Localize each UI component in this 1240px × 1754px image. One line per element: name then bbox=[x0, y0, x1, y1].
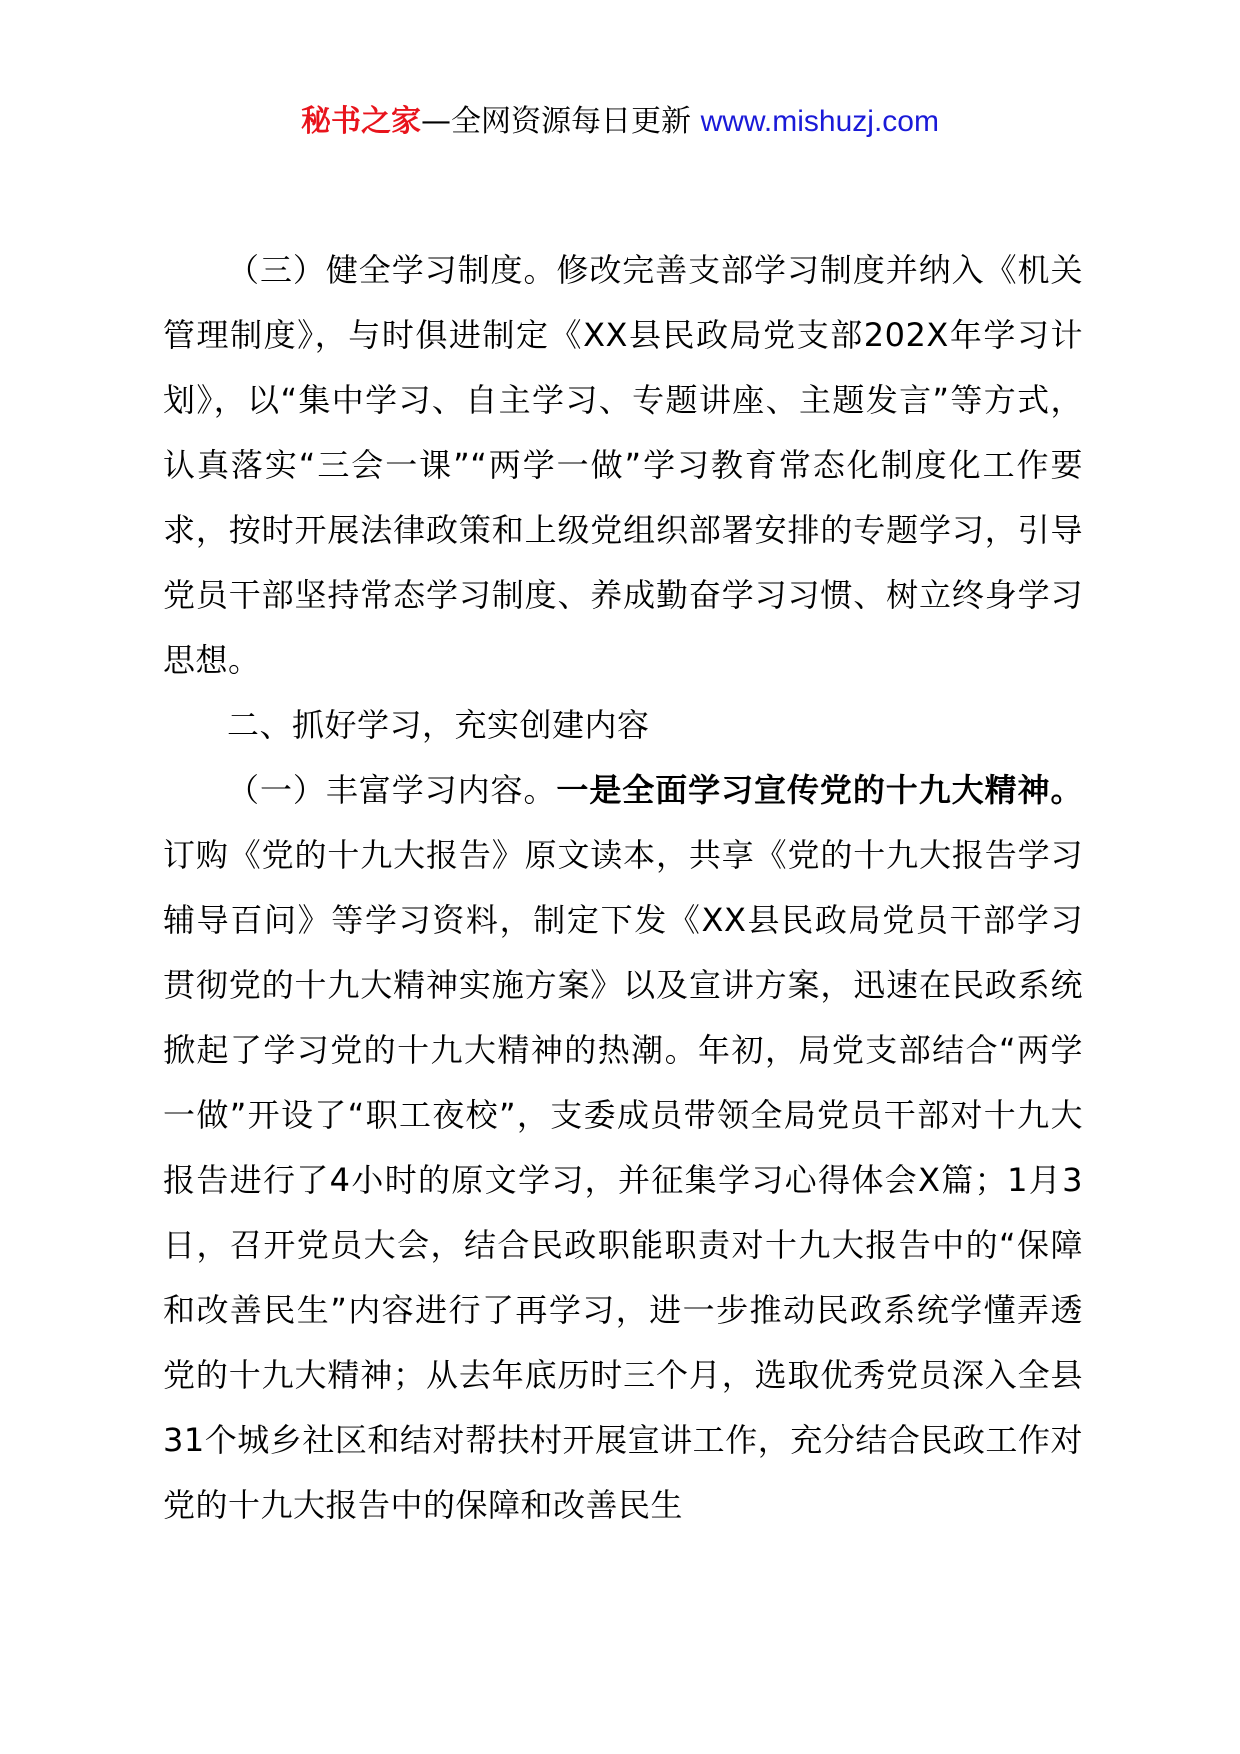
site-header bbox=[0, 102, 1240, 142]
document-body bbox=[163, 238, 1083, 1538]
header-tagline: —全网资源每日更新 bbox=[421, 104, 701, 139]
paragraph-bold-point: 一是全面学习宣传党的十九大精神。 bbox=[556, 771, 1083, 809]
section-heading-study: 二、抓好学习，充实创建内容 bbox=[227, 706, 650, 744]
paragraph-study-system: （三）健全学习制度。修改完善支部学习制度并纳入《机关管理制度》，与时俱进制定《XX县民政局党支部202X年学习计划》，以“集中学习、自主学习、专题讲座、主题发言”等方式，认真落实“三会一课”“两学一做”学习教育常态化制度化工作要求，按时开展法律政策和上级党组织部署安排的专题学习，引导党员干部坚持常态学习制度、养成勤奋学习习惯、树立终身学习思想。 bbox=[163, 251, 1083, 679]
paragraph-body: 订购《党的十九大报告》原文读本，共享《党的十九大报告学习辅导百问》等学习资料，制定下发《XX县民政局党员干部学习贯彻党的十九大精神实施方案》以及宣讲方案，迅速在民政系统掀起了学习党的十九大精神的热潮。年初，局党支部结合“两学一做”开设了“职工夜校”，支委成员带领全局党员干部对十九大报告进行了4小时的原文学习，并征集学习心得体会X篇；1月3日，召开党员大会，结合民政职能职责对十九大报告中的“保障和改善民生”内容进行了再学习，进一步推动民政系统学懂弄透党的十九大精神；从去年底历时三个月，选取优秀党员深入全县31个城乡社区和结对帮扶村开展宣讲工作，充分结合民政工作对党的十九大报告中的保障和改善民生 bbox=[163, 836, 1083, 1524]
paragraph-lead: （一）丰富学习内容。 bbox=[227, 771, 557, 809]
paragraph-study-content bbox=[163, 758, 1083, 1538]
site-url-link[interactable]: www.mishuzj.com bbox=[700, 105, 939, 138]
brand-name: 秘书之家 bbox=[301, 104, 422, 139]
